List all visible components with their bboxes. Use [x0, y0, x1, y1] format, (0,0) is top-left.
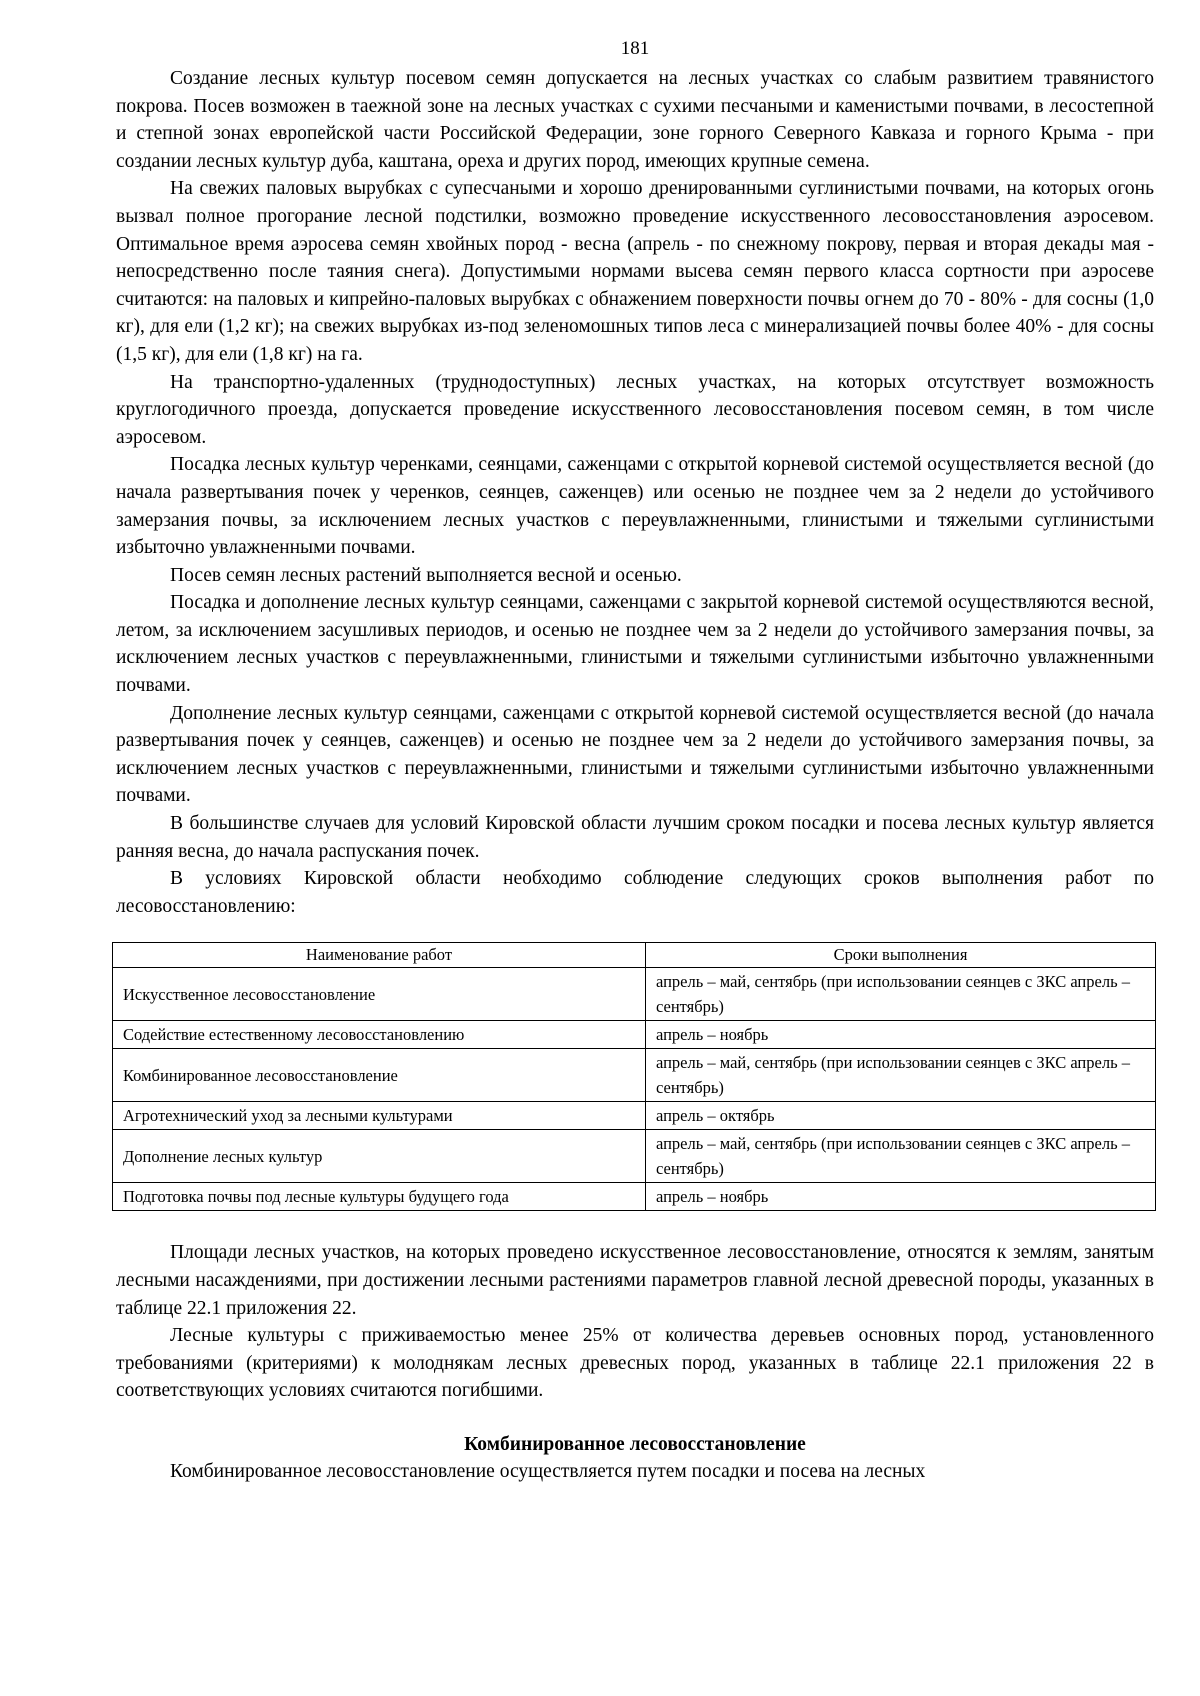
- deadline-cell: апрель – май, сентябрь (при использовании сеянцев с ЗКС апрель – сентябрь): [646, 1049, 1156, 1102]
- paragraph: Посадка лесных культур черенками, сеянцами, саженцами с открытой корневой системой осуществляется весной (до начала развертывания почек у черенков, сеянцев, саженцев) или осенью не позднее чем за 2 недели до устойчивого замерзания почвы, за исключением лесных участков с переувлажненными, глинистыми и тяжелыми суглинистыми избыточно увлажненными почвами.: [116, 454, 1154, 559]
- work-schedule-table: [112, 942, 1156, 1211]
- deadline-cell: апрель – ноябрь: [646, 1183, 1156, 1211]
- deadline-cell: апрель – октябрь: [646, 1102, 1156, 1130]
- work-name-cell: Искусственное лесовосстановление: [113, 968, 646, 1021]
- work-name-cell: Дополнение лесных культур: [113, 1130, 646, 1183]
- work-name-cell: Подготовка почвы под лесные культуры будущего года: [113, 1183, 646, 1211]
- table-row: [113, 1102, 1156, 1130]
- table-row: [113, 968, 1156, 1021]
- paragraph: Дополнение лесных культур сеянцами, саженцами с открытой корневой системой осуществляется весной (до начала развертывания почек у сеянцев, саженцев) и осенью не позднее чем за 2 недели до устойчивого замерзания почвы, за исключением лесных участков с переувлажненными, глинистыми и тяжелыми суглинистыми избыточно увлажненными почвами.: [116, 702, 1154, 807]
- section-heading: Комбинированное лесовосстановление: [464, 1433, 806, 1455]
- header-work-name: Наименование работ: [113, 943, 646, 968]
- paragraph: На транспортно-удаленных (труднодоступных) лесных участках, на которых отсутствует возможность круглогодичного проезда, допускается проведение искусственного лесовосстановления посевом семян, в том числе аэросевом.: [116, 371, 1154, 448]
- body-text-before: [116, 65, 1154, 920]
- paragraph: Лесные культуры с приживаемостью менее 25% от количества деревьев основных пород, установленного требованиями (критериями) к молоднякам лесных древесных пород, указанных в таблице 22.1 приложения 22 в соответствующих условиях считаются погибшими.: [116, 1325, 1154, 1402]
- paragraph: Посадка и дополнение лесных культур сеянцами, саженцами с закрытой корневой системой осуществляются весной, летом, за исключением засушливых периодов, и осенью не позднее чем за 2 недели до устойчивого замерзания почвы, за исключением лесных участков с переувлажненными, глинистыми и тяжелыми суглинистыми избыточно увлажненными почвами.: [116, 592, 1154, 697]
- paragraph: На свежих паловых вырубках с супесчаными и хорошо дренированными суглинистыми почвами, на которых огонь вызвал полное прогорание лесной подстилки, возможно проведение искусственного лесовосстановления аэросевом. Оптимальное время аэросева семян хвойных пород - весна (апрель - по снежному покрову, первая и вторая декады мая - непосредственно после таяния снега). Допустимыми нормами высева семян первого класса сортности при аэросеве считаются: на паловых и кипрейно-паловых вырубках с обнажением поверхности почвы огнем до 70 - 80% - для сосны (1,0 кг), для ели (1,2 кг); на свежих вырубках из-под зеленомошных типов леса с минерализацией почвы более 40% - для сосны (1,5 кг), для ели (1,8 кг) на га.: [116, 178, 1154, 365]
- table-row: [113, 1049, 1156, 1102]
- header-deadlines: Сроки выполнения: [646, 943, 1156, 968]
- work-name-cell: Агротехнический уход за лесными культурами: [113, 1102, 646, 1130]
- work-name-cell: Комбинированное лесовосстановление: [113, 1049, 646, 1102]
- paragraph: Посев семян лесных растений выполняется весной и осенью.: [170, 564, 682, 586]
- body-text-after: [116, 1239, 1154, 1405]
- table-row: [113, 1021, 1156, 1049]
- deadline-cell: апрель – май, сентябрь (при использовании сеянцев с ЗКС апрель – сентябрь): [646, 968, 1156, 1021]
- paragraph: В большинстве случаев для условий Кировской области лучшим сроком посадки и посева лесных культур является ранняя весна, до начала распускания почек.: [116, 813, 1154, 862]
- work-name-cell: Содействие естественному лесовосстановлению: [113, 1021, 646, 1049]
- table-row: [113, 1183, 1156, 1211]
- table-row: [113, 1130, 1156, 1183]
- paragraph: Создание лесных культур посевом семян допускается на лесных участках со слабым развитием травянистого покрова. Посев возможен в таежной зоне на лесных участках с сухими песчаными и каменистыми почвами, в лесостепной и степной зонах европейской части Российской Федерации, зоне горного Северного Кавказа и горного Крыма - при создании лесных культур дуба, каштана, ореха и других пород, имеющих крупные семена.: [116, 68, 1154, 172]
- deadline-cell: апрель – ноябрь: [646, 1021, 1156, 1049]
- paragraph: В условиях Кировской области необходимо соблюдение следующих сроков выполнения работ по лесовосстановлению:: [116, 868, 1154, 917]
- deadline-cell: апрель – май, сентябрь (при использовании сеянцев с ЗКС апрель – сентябрь): [646, 1130, 1156, 1183]
- page-number: 181: [620, 38, 650, 59]
- table-header-row: [113, 943, 1156, 968]
- paragraph: Площади лесных участков, на которых проведено искусственное лесовосстановление, относятся к землям, занятым лесными насаждениями, при достижении лесными растениями параметров главной лесной древесной породы, указанных в таблице 22.1 приложения 22.: [116, 1242, 1154, 1319]
- paragraph: Комбинированное лесовосстановление осуществляется путем посадки и посева на лесных: [170, 1460, 926, 1482]
